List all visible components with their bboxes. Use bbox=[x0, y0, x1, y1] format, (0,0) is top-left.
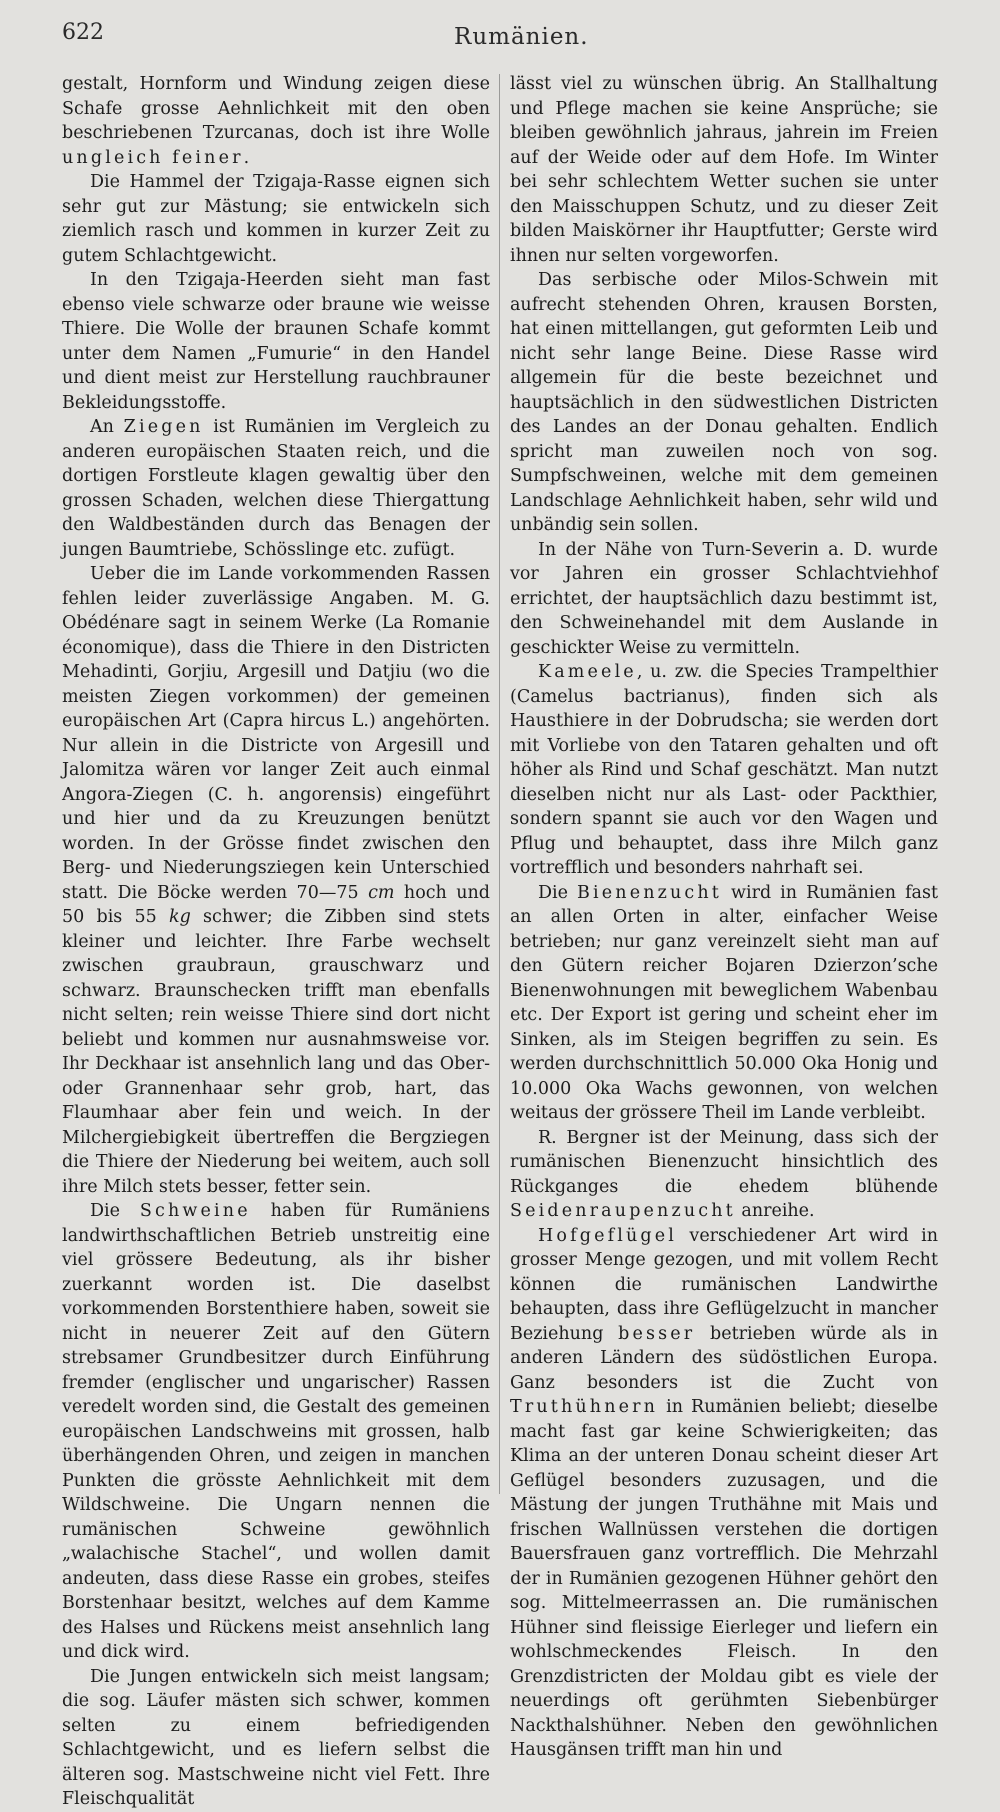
text-run: verschiedener Art wird in grosser Menge gezogen, und mit vollem Recht können die rumänischen Landwirthe behaupten, dass ihre Geflügelzucht in mancher Beziehung bbox=[510, 1225, 938, 1344]
text-run: in Rumänien beliebt; dieselbe macht fast gar keine Schwierigkeiten; das Klima an der unteren Donau scheint dieser Art Geflügel besonders zuzusagen, und die Mästung der jungen Truthähne mit Mais und frischen Wallnüssen verstehen die dortigen Bauersfrauen ganz vortrefflich. Die Mehrzahl der in Rumänien gezogenen Hühner gehört den sog. Mittelmeerrassen an. Die rumänischen Hühner sind fleissige Eierleger und liefern ein wohlschmeckendes Fleisch. In den Grenzdistricten der Moldau gibt es viele der neuerdings oft gerühmten Siebenbürger Nackthalshühner. Neben den gewöhnlichen Hausgänsen trifft man hin und bbox=[510, 1397, 938, 1760]
text-run: hoch und 50 bis 55 bbox=[62, 882, 490, 927]
paragraph bbox=[62, 170, 490, 268]
text-run: In den Tzigaja-Heerden sieht man fast ebenso viele schwarze oder braune wie weisse Thiere. Die Wolle der braunen Schafe kommt unter dem Namen „Fumurie“ in den Handel und dient meist zur Herstellung rauchbrauner Bekleidungsstoffe. bbox=[62, 270, 490, 413]
text-run: schwer; die Zibben sind stets kleiner und leichter. Ihre Farbe wechselt zwischen graubraun, grauschwarz und schwarz. Braunschecken trifft man ebenfalls nicht selten; rein weisse Thiere sind dort nicht beliebt und kommen nur ausnahmsweise vor. Ihr Deckhaar ist ansehnlich lang und das Ober- oder Grannenhaar sehr grob, hart, das Flaumhaar aber fein und weich. In der Milchergiebigkeit übertreffen die Bergziegen die Thiere der Niederung bei weitem, auch soll ihre Milch stets besser, fetter sein. bbox=[62, 907, 490, 1197]
italic-unit: kg bbox=[169, 907, 191, 927]
text-run: R. Bergner ist der Meinung, dass sich der rumänischen Bienenzucht hinsichtlich des Rückganges die ehedem blühende bbox=[510, 1127, 938, 1197]
text-run: haben für Rumäniens landwirthschaftlichen Betrieb unstreitig eine viel grössere Bedeutung, als ihr bisher zuerkannt worden ist. Die daselbst vorkommenden Borstenthiere haben, soweit sie nicht in neuerer Zeit auf den Gütern strebsamer Grundbesitzer durch Einführung fremder (englischer und ungarischer) Rassen veredelt worden sind, die Gestalt des gemeinen europäischen Landschweins mit grossen, halb überhängenden Ohren, und zeigen in manchen Punkten die grösste Aehnlichkeit mit dem Wildschweine. Die Ungarn nennen die rumänischen Schweine gewöhnlich „walachische Stachel“, und wollen damit andeuten, dass diese Rasse ein grobes, steifes Borstenhaar besitzt, welches auf dem Kamme des Halses und Rückens meist ansehnlich lang und dick wird. bbox=[62, 1201, 491, 1662]
paragraph bbox=[62, 1199, 490, 1665]
text-run: gestalt, Hornform und Windung zeigen diese Schafe grosse Aehnlichkeit mit den oben beschriebenen Tzurcanas, doch ist ihre Wolle bbox=[62, 74, 490, 143]
text-run: Ueber die im Lande vorkommenden Rassen fehlen leider zuverlässige Angaben. M. G. Obédénare sagt in seinem Werke (La Romanie économique), dass die Thiere in den Districten Mehadinti, Gorjiu, Argesill und Datjiu (wo die meisten Ziegen vorkommen) der gemeinen europäischen Art (Capra hircus L.) angehörten. Nur allein in die Districte von Argesill und Jalomitza wären vor langer Zeit auch einmal Angora-Ziegen (C. h. angorensis) eingeführt und hier und da zu Kreuzungen benützt worden. In der Grösse findet zwischen den Berg- und Niederungsziegen kein Unterschied statt. Die Böcke werden 70—75 bbox=[62, 564, 490, 903]
text-run: betrieben würde als in anderen Ländern des südöstlichen Europa. Ganz besonders ist die Zucht von bbox=[510, 1323, 939, 1393]
text-run: Die bbox=[90, 1201, 140, 1221]
text-run: lässt viel zu wünschen übrig. An Stallhaltung und Pflege machen sie keine Ansprüche; sie bleiben gewöhnlich jahraus, jahrein im Freien auf der Weide oder auf dem Hofe. Im Winter bei sehr schlechtem Wetter suchen sie unter den Maisschuppen Schutz, und zu dieser Zeit bilden Maiskörner ihr Hauptfutter; Gerste wird ihnen nur selten vorgeworfen. bbox=[510, 74, 938, 266]
spaced-emphasis-text: Ziegen bbox=[123, 417, 204, 437]
paragraph bbox=[62, 72, 490, 170]
spaced-emphasis-text: Truthühnern bbox=[510, 1397, 659, 1417]
text-run: ist Rumänien im Vergleich zu anderen europäischen Staaten reich, und die dortigen Forstleute klagen gewaltig über den grossen Schaden, welchen diese Thiergattung den Waldbeständen durch das Benagen der jungen Baumtriebe, Schösslinge etc. zufügt. bbox=[62, 417, 490, 560]
spaced-emphasis-text: Seidenraupenzucht bbox=[510, 1201, 736, 1221]
italic-unit: cm bbox=[368, 882, 395, 903]
text-run: An bbox=[90, 417, 124, 437]
spaced-emphasis-text: Bienenzucht bbox=[577, 882, 722, 903]
paragraph bbox=[510, 660, 938, 881]
page-number: 622 bbox=[62, 20, 104, 45]
spaced-emphasis-text: Hofgeflügel bbox=[538, 1225, 677, 1246]
spaced-emphasis-text: Schweine bbox=[139, 1201, 251, 1221]
paragraph bbox=[62, 415, 490, 562]
text-run: Die bbox=[538, 882, 578, 903]
page-header bbox=[0, 14, 1000, 54]
paragraph bbox=[510, 268, 938, 538]
text-run: . bbox=[243, 147, 250, 168]
column-divider bbox=[499, 74, 500, 1494]
paragraph bbox=[62, 268, 490, 415]
spaced-emphasis-text: besser bbox=[618, 1323, 696, 1344]
spaced-emphasis-text: Kameele bbox=[538, 662, 637, 682]
paragraph bbox=[510, 881, 938, 1126]
text-run: Die Jungen entwickeln sich meist langsam; die sog. Läufer mästen sich schwer, kommen selten zu einem befriedigenden Schlachtgewicht, und es liefern selbst die älteren sog. Mastschweine nicht viel Fett. Ihre Fleischqualität bbox=[62, 1666, 490, 1809]
text-run: , u. zw. die Species Trampelthier (Camelus bactrianus), finden sich als Hausthiere in der Dobrudscha; sie werden dort mit Vorliebe von den Tataren gehalten und oft höher als Rind und Schaf geschätzt. Man nutzt dieselben nicht nur als Last- oder Packthier, sondern spannt sie auch vor den Wagen und Pflug und behauptet, dass ihre Milch ganz vortrefflich und besonders nahrhaft sei. bbox=[510, 662, 938, 878]
text-run: In der Nähe von Turn-Severin a. D. wurde vor Jahren ein grosser Schlachtviehhof errichtet, der hauptsächlich dazu bestimmt ist, den Schweinehandel mit dem Auslande in geschickter Weise zu vermitteln. bbox=[510, 539, 938, 658]
text-run: Die Hammel der Tzigaja-Rasse eignen sich sehr gut zur Mästung; sie entwickeln sich ziemlich rasch und kommen in kurzer Zeit zu gutem Schlachtgewicht. bbox=[62, 172, 490, 266]
spaced-emphasis-text: ungleich feiner bbox=[62, 147, 244, 168]
paragraph bbox=[510, 1126, 938, 1224]
text-run: wird in Rumänien fast an allen Orten in alter, einfacher Weise betrieben; nur ganz vereinzelt sieht man auf den Gütern reicher Bojaren Dzierzon’sche Bienenwohnungen mit beweglichem Wabenbau etc. Der Export ist gering und scheint eher im Sinken, als im Steigen begriffen zu sein. Es werden durchschnittlich 50.000 Oka Honig und 10.000 Oka Wachs gewonnen, von welchen weitaus der grössere Theil im Lande verbleibt. bbox=[510, 882, 939, 1123]
paragraph bbox=[510, 1224, 938, 1763]
left-text-column bbox=[62, 72, 490, 1812]
paragraph bbox=[62, 1665, 490, 1812]
paragraph bbox=[510, 72, 938, 268]
text-run: anreihe. bbox=[735, 1201, 815, 1221]
paragraph bbox=[510, 538, 938, 661]
text-run: Das serbische oder Milos-Schwein mit aufrecht stehenden Ohren, krausen Borsten, hat einen mittellangen, gut geformten Leib und nicht sehr lange Beine. Diese Rasse wird allgemein für die beste bezeichnet und hauptsächlich in den südwestlichen Districten des Landes an der Donau gehalten. Endlich spricht man zuweilen noch von sog. Sumpfschweinen, welche mit dem gemeinen Landschlage Aehnlichkeit haben, sehr wild und unbändig sein sollen. bbox=[510, 270, 938, 535]
running-title: Rumänien. bbox=[454, 24, 589, 50]
paragraph bbox=[62, 562, 490, 1199]
right-text-column bbox=[510, 72, 938, 1763]
